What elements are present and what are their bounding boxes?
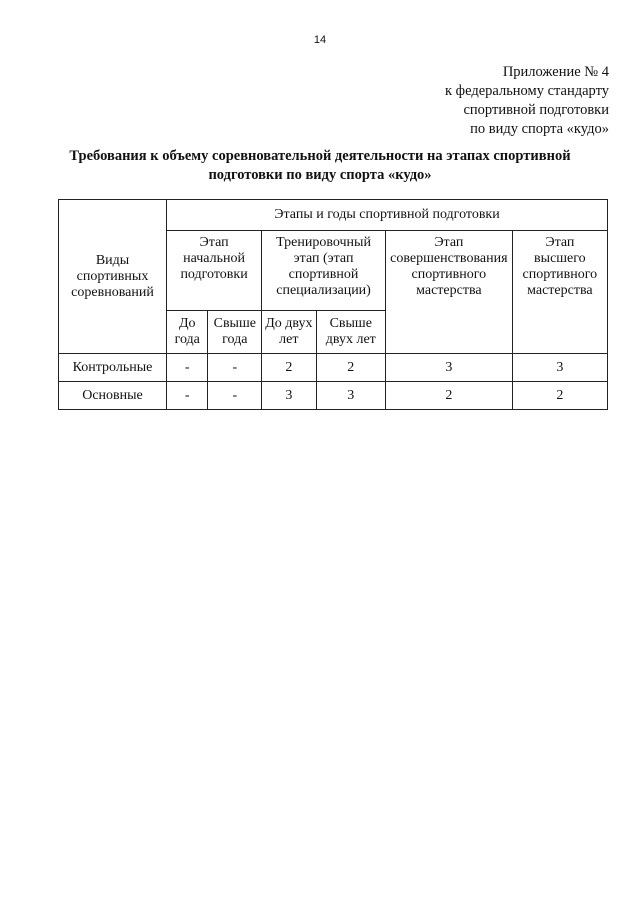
header-stage-training: Тренировочный этап (этап спортивной специализации) xyxy=(262,231,386,311)
header-over-one-year: Свыше года xyxy=(208,311,262,354)
header-upto-one-year: До года xyxy=(167,311,208,354)
document-title xyxy=(40,147,600,185)
header-competition-types: Виды спортивных соревнований xyxy=(59,200,167,354)
table-cell: 3 xyxy=(385,354,512,382)
table-cell: - xyxy=(167,382,208,410)
appendix-note xyxy=(445,63,609,139)
row-label: Контрольные xyxy=(59,354,167,382)
page-number: 14 xyxy=(313,34,327,46)
header-upto-two-years: До двух лет xyxy=(262,311,316,354)
table-cell: 3 xyxy=(316,382,385,410)
header-stages-and-years: Этапы и годы спортивной подготовки xyxy=(167,200,608,231)
header-stage-initial: Этап начальной подготовки xyxy=(167,231,262,311)
title-line: подготовки по виду спорта «кудо» xyxy=(208,167,432,183)
table-cell: 2 xyxy=(316,354,385,382)
table-cell: 2 xyxy=(385,382,512,410)
table-cell: 3 xyxy=(512,354,607,382)
table-row xyxy=(59,354,608,382)
table-cell: 3 xyxy=(262,382,316,410)
requirements-table xyxy=(58,199,608,410)
appendix-line: спортивной подготовки xyxy=(463,102,609,118)
table-row xyxy=(59,382,608,410)
table-cell: - xyxy=(167,354,208,382)
appendix-line: Приложение № 4 xyxy=(502,64,609,80)
header-stage-highest: Этап высшего спортивного мастерства xyxy=(512,231,607,354)
table-cell: 2 xyxy=(512,382,607,410)
row-label: Основные xyxy=(59,382,167,410)
title-line: Требования к объему соревновательной деятельности на этапах спортивной xyxy=(69,148,571,164)
table-cell: - xyxy=(208,354,262,382)
table-cell: 2 xyxy=(262,354,316,382)
appendix-line: по виду спорта «кудо» xyxy=(470,121,609,137)
header-stage-improvement: Этап совершенствования спортивного мастерства xyxy=(385,231,512,354)
appendix-line: к федеральному стандарту xyxy=(445,83,609,99)
table-cell: - xyxy=(208,382,262,410)
header-over-two-years: Свыше двух лет xyxy=(316,311,385,354)
